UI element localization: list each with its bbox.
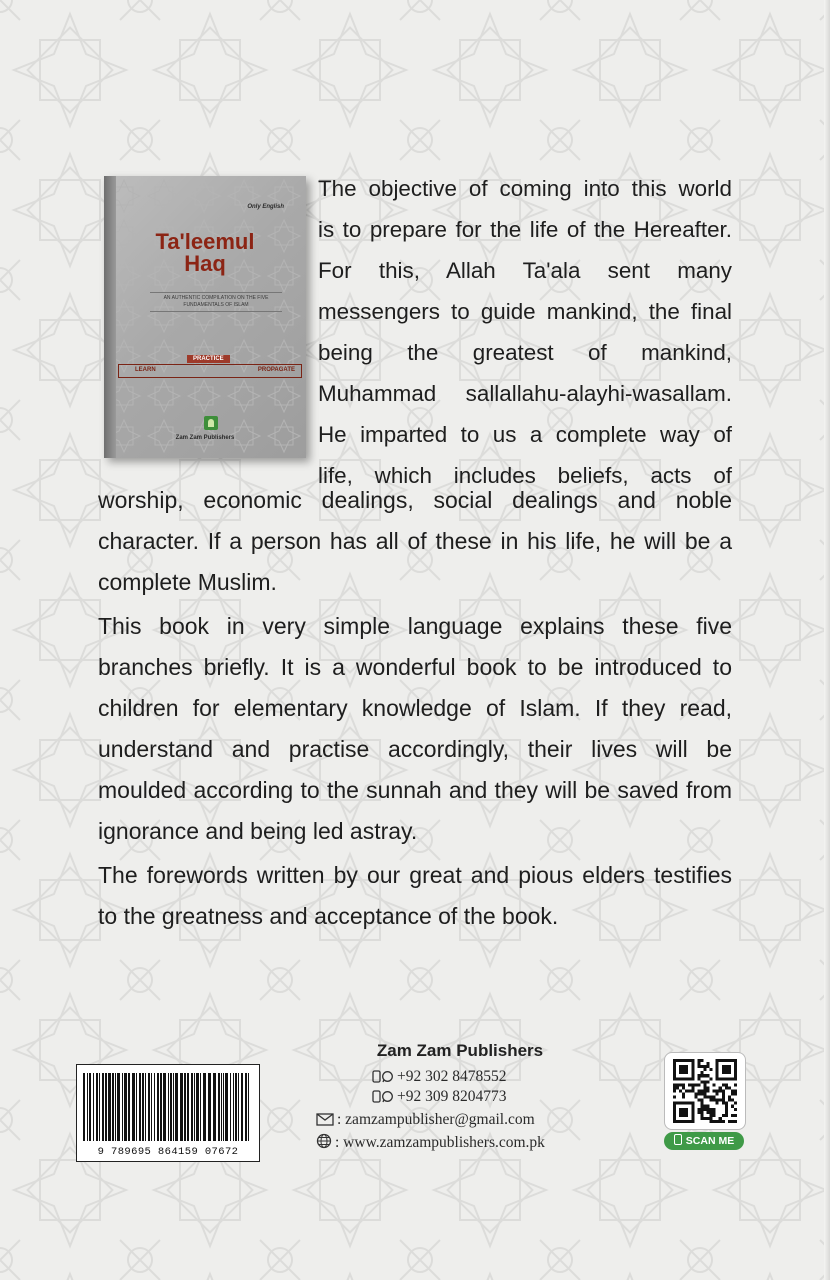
qr-module xyxy=(713,1083,716,1086)
barcode-bar xyxy=(191,1073,193,1141)
book-cover-image xyxy=(104,176,306,458)
cover-band xyxy=(118,356,302,378)
qr-module xyxy=(700,1065,703,1068)
qr-module xyxy=(719,1089,722,1092)
qr-module xyxy=(710,1096,713,1099)
qr-module xyxy=(682,1083,685,1086)
qr-module xyxy=(722,1096,725,1099)
barcode-bar xyxy=(248,1073,249,1141)
qr-module xyxy=(682,1093,685,1096)
qr-module xyxy=(685,1089,688,1092)
qr-module xyxy=(710,1108,713,1111)
text-line: For this, Allah Ta'ala sent many xyxy=(318,258,732,283)
text-line: He imparted to us a complete way of xyxy=(318,422,732,447)
qr-module xyxy=(676,1083,679,1086)
qr-module xyxy=(697,1065,700,1068)
phone-whatsapp-icon xyxy=(372,1090,394,1103)
barcode-bar xyxy=(96,1073,98,1141)
barcode-bar xyxy=(87,1073,88,1141)
qr-module xyxy=(697,1099,700,1102)
qr-module xyxy=(731,1105,734,1108)
phone-1-number: +92 302 8478552 xyxy=(397,1068,507,1085)
publisher-name: Zam Zam Publishers xyxy=(376,1041,544,1060)
qr-module xyxy=(710,1077,713,1080)
qr-module xyxy=(707,1117,710,1120)
phone-2 xyxy=(372,1088,507,1106)
qr-module xyxy=(713,1096,716,1099)
qr-module xyxy=(700,1074,703,1077)
qr-module xyxy=(707,1080,710,1083)
qr-module xyxy=(697,1083,700,1086)
qr-module xyxy=(703,1117,706,1120)
qr-module xyxy=(728,1120,731,1123)
barcode-bar xyxy=(221,1073,222,1141)
barcode-bar xyxy=(124,1073,127,1141)
barcode-bar xyxy=(108,1073,111,1141)
qr-module xyxy=(731,1089,734,1092)
qr-module xyxy=(710,1111,713,1114)
qr-module xyxy=(694,1096,697,1099)
barcode-bar xyxy=(238,1073,239,1141)
cover-language-tag: Only English xyxy=(247,204,284,210)
text-line: The forewords written by our great and pious elders testifies xyxy=(98,862,732,888)
qr-module xyxy=(703,1105,706,1108)
qr-module xyxy=(734,1102,737,1105)
text-line: is to prepare for the life of the Hereafter. xyxy=(318,217,732,242)
qr-module xyxy=(707,1086,710,1089)
barcode-bar xyxy=(139,1073,141,1141)
qr-module xyxy=(722,1102,725,1105)
barcode-bar xyxy=(89,1073,91,1141)
qr-module xyxy=(734,1120,737,1123)
text-line: Muhammad sallallahu-alayhi-wasallam. xyxy=(318,381,732,406)
barcode-bar xyxy=(128,1073,130,1141)
scan-me-label: SCAN ME xyxy=(685,1135,735,1147)
barcode-bar xyxy=(173,1073,174,1141)
qr-module xyxy=(703,1068,706,1071)
qr-module xyxy=(731,1099,734,1102)
barcode-bar xyxy=(145,1073,146,1141)
qr-module xyxy=(710,1120,713,1123)
barcode-bar xyxy=(157,1073,159,1141)
qr-module xyxy=(703,1108,706,1111)
qr-module xyxy=(725,1114,728,1117)
qr-code-icon xyxy=(673,1059,737,1123)
publisher-logo-icon xyxy=(204,416,218,430)
text-line: to the greatness and acceptance of the book. xyxy=(98,903,559,929)
website-line xyxy=(316,1133,545,1152)
barcode-bar xyxy=(203,1073,206,1141)
qr-module xyxy=(731,1114,734,1117)
phone-whatsapp-icon xyxy=(372,1070,394,1083)
barcode-bar xyxy=(208,1073,211,1141)
qr-module xyxy=(713,1120,716,1123)
qr-module xyxy=(710,1068,713,1071)
cover-spine xyxy=(104,176,116,458)
qr-module xyxy=(713,1111,716,1114)
barcode-bar xyxy=(233,1073,234,1141)
qr-module xyxy=(731,1120,734,1123)
qr-module xyxy=(703,1089,706,1092)
barcode-bar xyxy=(196,1073,199,1141)
cover-band-propagate: PROPAGATE xyxy=(257,367,295,373)
qr-module xyxy=(725,1086,728,1089)
barcode-bar xyxy=(180,1073,183,1141)
qr-module xyxy=(716,1089,719,1092)
barcode-bar xyxy=(148,1073,150,1141)
barcode-bar xyxy=(102,1073,104,1141)
qr-module xyxy=(679,1065,688,1074)
qr-module xyxy=(697,1111,700,1114)
qr-module xyxy=(725,1102,728,1105)
website-url: : www.zamzampublishers.com.pk xyxy=(335,1134,545,1151)
barcode-bars xyxy=(83,1073,253,1141)
barcode-bar xyxy=(245,1073,247,1141)
qr-module xyxy=(716,1120,719,1123)
qr-module xyxy=(707,1108,710,1111)
barcode-bar xyxy=(163,1073,166,1141)
qr-module xyxy=(673,1086,676,1089)
barcode-bar xyxy=(194,1073,195,1141)
qr-module xyxy=(725,1108,728,1111)
qr-module xyxy=(725,1083,728,1086)
qr-module xyxy=(700,1080,703,1083)
qr-module xyxy=(710,1099,713,1102)
qr-module xyxy=(719,1117,722,1120)
qr-module xyxy=(707,1089,710,1092)
barcode-bar xyxy=(154,1073,155,1141)
text-line: worship, economic dealings, social dealings and noble xyxy=(98,487,732,513)
phone-1 xyxy=(372,1068,507,1086)
barcode-bar xyxy=(117,1073,120,1141)
qr-module xyxy=(722,1120,725,1123)
qr-module xyxy=(697,1059,700,1062)
qr-module xyxy=(697,1089,700,1092)
scan-me-badge xyxy=(664,1132,744,1150)
barcode-bar xyxy=(112,1073,114,1141)
barcode-bar xyxy=(142,1073,144,1141)
barcode-bar xyxy=(151,1073,152,1141)
qr-module xyxy=(697,1077,700,1080)
qr-module xyxy=(700,1114,703,1117)
qr-module xyxy=(734,1114,737,1117)
barcode-bar xyxy=(83,1073,85,1141)
barcode-number: 9 789695 864159 07672 xyxy=(97,1146,239,1158)
phone-icon xyxy=(674,1134,682,1145)
paragraph-1-continued xyxy=(98,480,732,603)
qr-module xyxy=(691,1083,694,1086)
cover-title-line1: Ta'leemul xyxy=(155,229,255,254)
barcode-bar xyxy=(115,1073,116,1141)
qr-module xyxy=(713,1114,716,1117)
qr-module xyxy=(697,1108,700,1111)
qr-module xyxy=(688,1089,691,1092)
qr-module xyxy=(700,1059,703,1062)
text-line: character. If a person has all of these in his life, he will be a xyxy=(98,528,732,554)
text-line: ignorance and being led astray. xyxy=(98,818,418,844)
qr-module xyxy=(703,1080,706,1083)
paragraph-1-wrapped xyxy=(318,168,732,496)
cover-publisher: Zam Zam Publishers xyxy=(175,435,235,441)
text-line: The objective of coming into this world xyxy=(318,176,732,201)
qr-module xyxy=(703,1093,706,1096)
barcode-bar xyxy=(136,1073,137,1141)
qr-module xyxy=(722,1093,725,1096)
barcode-bar xyxy=(184,1073,186,1141)
qr-module xyxy=(673,1096,676,1099)
qr-module xyxy=(697,1062,700,1065)
isbn-barcode xyxy=(76,1064,260,1162)
qr-module xyxy=(694,1083,697,1086)
qr-module xyxy=(700,1117,703,1120)
qr-module xyxy=(710,1114,713,1117)
qr-module xyxy=(734,1089,737,1092)
barcode-bar xyxy=(213,1073,216,1141)
paragraph-3 xyxy=(98,855,732,937)
text-line: children for elementary knowledge of Islam. If they read, xyxy=(98,695,732,721)
globe-icon xyxy=(316,1133,332,1149)
qr-module xyxy=(734,1093,737,1096)
qr-module xyxy=(700,1111,703,1114)
qr-module xyxy=(679,1083,682,1086)
barcode-bar xyxy=(93,1073,94,1141)
barcode-bar xyxy=(160,1073,162,1141)
email-address: : zamzampublisher@gmail.com xyxy=(337,1111,535,1128)
text-line: branches briefly. It is a wonderful book to be introduced to xyxy=(98,654,732,680)
qr-module xyxy=(673,1083,676,1086)
qr-module xyxy=(716,1093,719,1096)
qr-code xyxy=(664,1052,746,1130)
qr-module xyxy=(719,1099,722,1102)
cover-subtitle: AN AUTHENTIC COMPILATION ON THE FIVE FUNDAMENTALS OF ISLAM xyxy=(150,292,282,312)
qr-module xyxy=(682,1096,685,1099)
qr-module xyxy=(725,1111,728,1114)
qr-module xyxy=(700,1105,703,1108)
cover-title-line2: Haq xyxy=(184,251,226,276)
qr-module xyxy=(728,1096,731,1099)
qr-module xyxy=(703,1086,706,1089)
page-edge xyxy=(824,0,830,1280)
qr-module xyxy=(703,1083,706,1086)
qr-module xyxy=(722,1089,725,1092)
qr-module xyxy=(700,1071,703,1074)
qr-module xyxy=(719,1086,722,1089)
barcode-bar xyxy=(187,1073,189,1141)
paragraph-2 xyxy=(98,606,732,852)
qr-module xyxy=(722,1099,725,1102)
text-line: messengers to guide mankind, the final xyxy=(318,299,732,324)
qr-module xyxy=(734,1108,737,1111)
cover-title xyxy=(104,231,306,275)
text-line: life, which includes beliefs, acts of xyxy=(318,463,732,488)
barcode-bar xyxy=(168,1073,169,1141)
qr-module xyxy=(713,1108,716,1111)
qr-module xyxy=(697,1074,700,1077)
envelope-icon xyxy=(316,1113,334,1126)
barcode-bar xyxy=(170,1073,172,1141)
qr-module xyxy=(713,1089,716,1092)
barcode-bar xyxy=(241,1073,243,1141)
qr-module xyxy=(700,1102,703,1105)
barcode-bar xyxy=(122,1073,123,1141)
barcode-bar xyxy=(218,1073,220,1141)
qr-module xyxy=(716,1102,719,1105)
qr-module xyxy=(700,1089,703,1092)
qr-module xyxy=(725,1105,728,1108)
barcode-bar xyxy=(99,1073,100,1141)
qr-module xyxy=(707,1111,710,1114)
barcode-bar xyxy=(175,1073,178,1141)
barcode-bar xyxy=(105,1073,107,1141)
barcode-bar xyxy=(132,1073,135,1141)
qr-module xyxy=(719,1120,722,1123)
qr-module xyxy=(707,1105,710,1108)
email-line xyxy=(316,1111,535,1129)
qr-module xyxy=(707,1065,710,1068)
text-line: complete Muslim. xyxy=(98,569,277,595)
qr-module xyxy=(707,1062,710,1065)
barcode-bar xyxy=(223,1073,224,1141)
barcode-bar xyxy=(230,1073,231,1141)
text-line: being the greatest of mankind, xyxy=(318,340,732,365)
qr-module xyxy=(722,1083,725,1086)
qr-module xyxy=(691,1086,694,1089)
qr-module xyxy=(700,1108,703,1111)
qr-module xyxy=(722,1065,731,1074)
qr-module xyxy=(679,1089,682,1092)
qr-module xyxy=(688,1083,691,1086)
text-line: understand and practise accordingly, their lives will be xyxy=(98,736,732,762)
qr-module xyxy=(728,1086,731,1089)
cover-band-learn: LEARN xyxy=(135,367,156,373)
qr-module xyxy=(703,1065,706,1068)
qr-module xyxy=(707,1096,710,1099)
qr-module xyxy=(679,1108,688,1117)
qr-module xyxy=(691,1089,694,1092)
qr-module xyxy=(703,1074,706,1077)
qr-module xyxy=(716,1099,719,1102)
qr-module xyxy=(722,1114,725,1117)
qr-module xyxy=(700,1093,703,1096)
qr-module xyxy=(713,1099,716,1102)
qr-module xyxy=(731,1093,734,1096)
text-line: moulded according to the sunnah and they will be saved from xyxy=(98,777,732,803)
barcode-bar xyxy=(235,1073,237,1141)
qr-module xyxy=(676,1086,679,1089)
qr-module xyxy=(700,1099,703,1102)
barcode-bar xyxy=(200,1073,201,1141)
qr-module xyxy=(694,1093,697,1096)
qr-module xyxy=(734,1083,737,1086)
qr-module xyxy=(710,1117,713,1120)
qr-module xyxy=(707,1074,710,1077)
text-line: This book in very simple language explains these five xyxy=(98,613,732,639)
qr-module xyxy=(682,1086,685,1089)
qr-module xyxy=(703,1096,706,1099)
phone-2-number: +92 309 8204773 xyxy=(397,1088,507,1105)
qr-module xyxy=(728,1099,731,1102)
cover-band-practice: PRACTICE xyxy=(187,355,230,363)
qr-module xyxy=(697,1093,700,1096)
barcode-bar xyxy=(225,1073,228,1141)
qr-module xyxy=(673,1089,676,1092)
